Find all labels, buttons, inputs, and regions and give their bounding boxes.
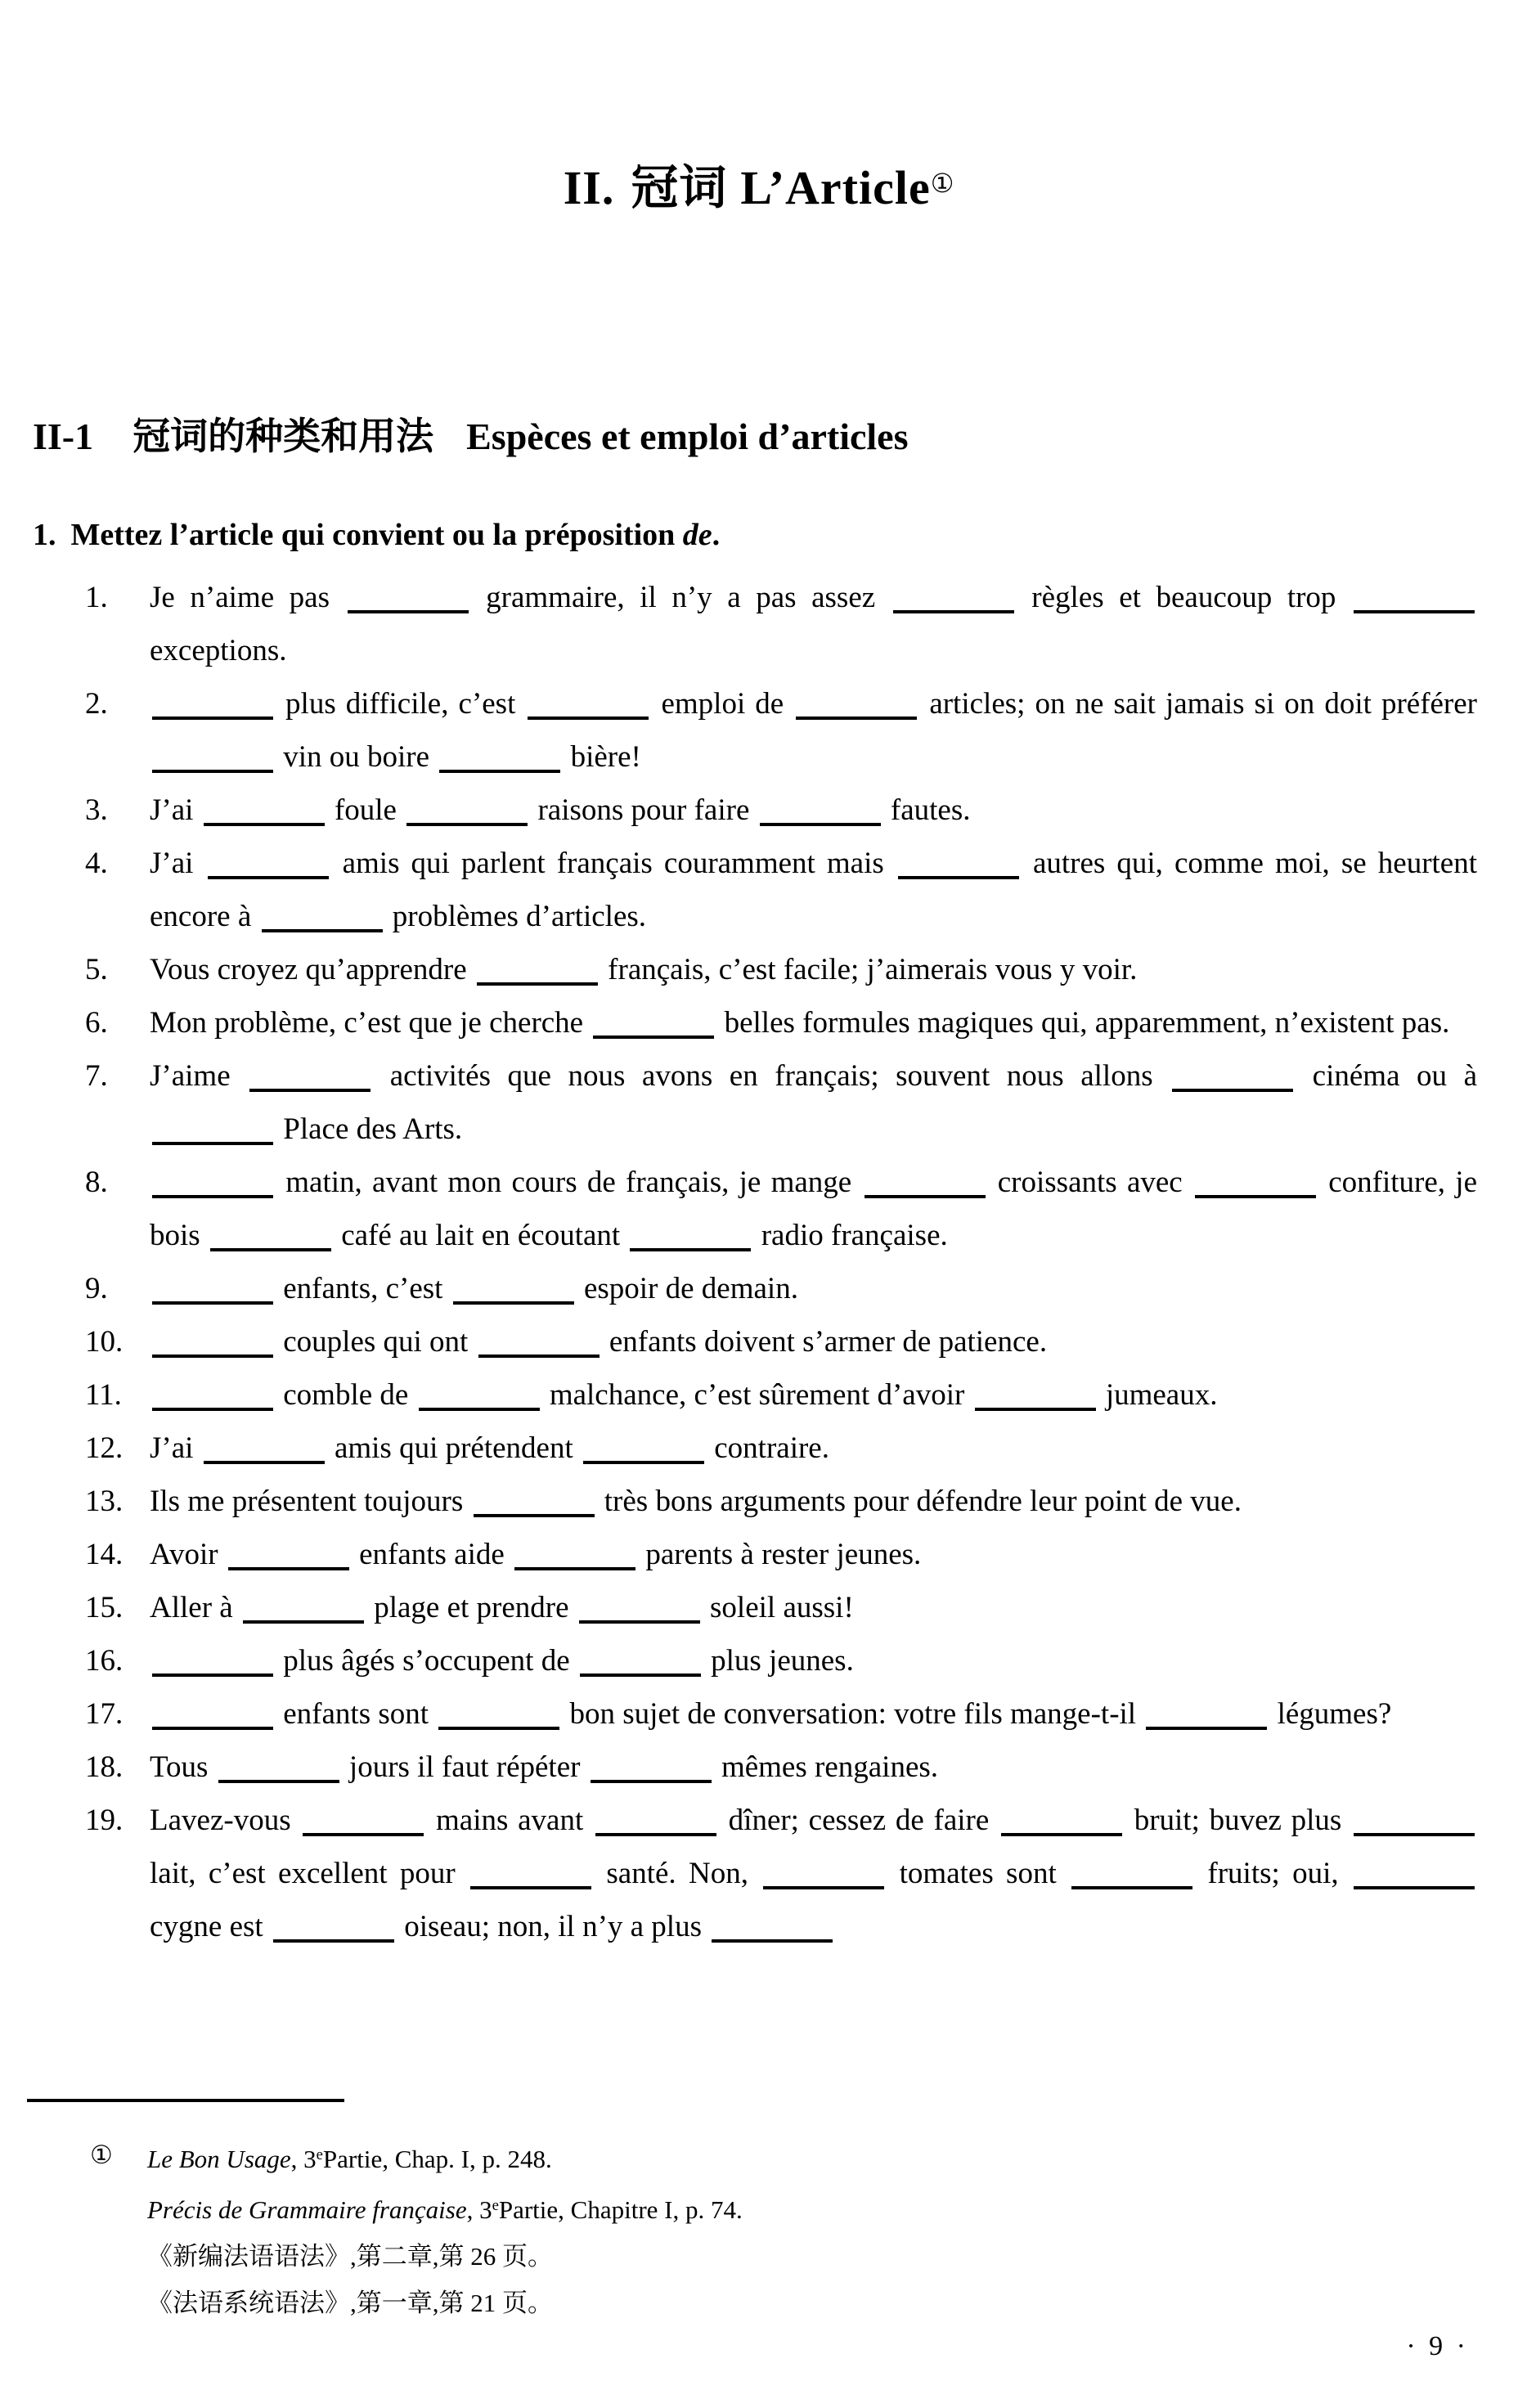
fill-in-blank	[1195, 1179, 1316, 1198]
chapter-title-french: L’Article	[740, 161, 931, 214]
fill-in-blank	[474, 1498, 595, 1517]
fill-in-blank	[438, 1710, 559, 1730]
fill-in-blank	[243, 1604, 364, 1624]
fill-in-blank	[152, 700, 273, 720]
fill-in-blank	[1172, 1072, 1293, 1092]
fill-in-blank	[1071, 1870, 1192, 1889]
fill-in-blank	[760, 806, 881, 826]
fill-in-blank	[204, 1444, 325, 1464]
exercise-instruction	[33, 517, 720, 553]
exercise-item: 12. J’ai amis qui prétendent contraire.	[0, 1422, 1477, 1475]
footnote-line	[0, 2280, 1227, 2326]
exercise-item: 5. Vous croyez qu’apprendre français, c’est facile; j’aimerais vous y voir.	[0, 943, 1477, 996]
fill-in-blank	[218, 1763, 339, 1783]
fill-in-blank	[630, 1232, 751, 1251]
instruction-emphasis: de	[682, 518, 712, 552]
item-number: 15.	[85, 1591, 124, 1624]
footnote-text: Le Bon Usage	[147, 2145, 291, 2173]
fill-in-blank	[1354, 594, 1475, 613]
fill-in-blank	[477, 966, 598, 986]
fill-in-blank	[898, 860, 1019, 879]
fill-in-blank	[593, 1019, 714, 1039]
item-number: 5.	[85, 953, 108, 986]
section-title-chinese: 冠词的种类和用法	[132, 416, 434, 457]
exercise-item: 18. Tous jours il faut répéter mêmes rengaines.	[0, 1741, 1477, 1794]
item-number: 17.	[85, 1697, 124, 1731]
fill-in-blank	[712, 1923, 833, 1943]
item-number: 16.	[85, 1644, 124, 1678]
item-number: 1.	[85, 581, 108, 614]
chapter-title-chinese: 冠词	[631, 161, 728, 214]
footnote-text: 《新编法语语法》,第二章,第 26 页。	[147, 2242, 553, 2271]
section-heading	[33, 407, 909, 460]
item-number: 8.	[85, 1166, 108, 1199]
exercise-item: 10. couples qui ont enfants doivent s’armer de patience.	[0, 1315, 1477, 1368]
exercise-item: 2. plus difficile, c’est emploi de articles; on ne sait jamais si on doit préférer vin ou boire bière!	[0, 677, 1477, 784]
item-number: 9.	[85, 1272, 108, 1305]
chapter-number: II.	[563, 161, 615, 214]
fill-in-blank	[152, 1125, 273, 1145]
fill-in-blank	[1354, 1817, 1475, 1836]
fill-in-blank	[865, 1179, 986, 1198]
exercise-item: 8. matin, avant mon cours de français, je mange croissants avec confiture, je bois café au lait en écoutant radio française.	[0, 1156, 1477, 1262]
fill-in-blank	[591, 1763, 712, 1783]
exercise-list	[0, 571, 1477, 1953]
exercise-item: 16. plus âgés s’occupent de plus jeunes.	[0, 1634, 1477, 1687]
exercise-number: 1.	[33, 518, 56, 552]
footnotes	[0, 2132, 1227, 2326]
item-number: 4.	[85, 847, 108, 880]
footnote-text: 《法语系统语法》,第一章,第 21 页。	[147, 2289, 553, 2317]
fill-in-blank	[796, 700, 917, 720]
exercise-item: 13. Ils me présentent toujours très bons arguments pour défendre leur point de vue.	[0, 1475, 1477, 1528]
fill-in-blank	[595, 1817, 716, 1836]
section-number: II-1	[33, 416, 94, 457]
fill-in-blank	[470, 1870, 591, 1889]
fill-in-blank	[152, 1710, 273, 1730]
fill-in-blank	[152, 1391, 273, 1411]
fill-in-blank	[514, 1551, 635, 1570]
fill-in-blank	[453, 1285, 574, 1305]
section-title-french: Espèces et emploi d’articles	[466, 416, 909, 457]
fill-in-blank	[580, 1657, 701, 1677]
fill-in-blank	[419, 1391, 540, 1411]
exercise-item: 11. comble de malchance, c’est sûrement d’avoir jumeaux.	[0, 1368, 1477, 1422]
fill-in-blank	[975, 1391, 1096, 1411]
footnote-text: Partie, Chapitre I, p. 74.	[498, 2195, 743, 2224]
instruction-period: .	[712, 518, 721, 552]
footnote-text: , 3	[290, 2145, 317, 2173]
footnote-divider	[27, 2099, 344, 2102]
fill-in-blank	[273, 1923, 394, 1943]
fill-in-blank	[1001, 1817, 1122, 1836]
footnote-text: e	[316, 2146, 323, 2163]
footnote-marker: ①	[90, 2141, 113, 2169]
fill-in-blank	[1146, 1710, 1267, 1730]
footnote-text: , 3	[466, 2195, 492, 2224]
fill-in-blank	[583, 1444, 704, 1464]
item-number: 10.	[85, 1325, 124, 1359]
exercise-item: 6. Mon problème, c’est que je cherche belles formules magiques qui, apparemment, n’existent pas.	[0, 996, 1477, 1049]
fill-in-blank	[210, 1232, 331, 1251]
exercise-item: 17. enfants sont bon sujet de conversation: votre fils mange-t-il légumes?	[0, 1687, 1477, 1741]
exercise-item: 9. enfants, c’est espoir de demain.	[0, 1262, 1477, 1315]
footnote-text: Partie, Chap. I, p. 248.	[322, 2145, 552, 2173]
fill-in-blank	[152, 753, 273, 773]
fill-in-blank	[152, 1179, 273, 1198]
item-number: 2.	[85, 687, 108, 721]
fill-in-blank	[303, 1817, 424, 1836]
fill-in-blank	[478, 1338, 600, 1358]
exercise-item: 19. Lavez-vous mains avant dîner; cessez de faire bruit; buvez plus lait, c’est excellent pour santé. Non, tomates sont fruits; oui, cygne est oiseau; non, il n’y a plus	[0, 1794, 1477, 1953]
fill-in-blank	[893, 594, 1014, 613]
footnote-text: Précis de Grammaire française	[147, 2195, 467, 2224]
fill-in-blank	[348, 594, 469, 613]
fill-in-blank	[528, 700, 649, 720]
item-number: 18.	[85, 1750, 124, 1784]
item-number: 7.	[85, 1059, 108, 1093]
fill-in-blank	[228, 1551, 349, 1570]
footnote-line	[0, 2233, 1227, 2280]
page-number: · 9 ·	[1406, 2331, 1469, 2361]
footnote-line	[0, 2182, 1227, 2233]
fill-in-blank	[406, 806, 528, 826]
footnote-line	[0, 2132, 1227, 2182]
item-number: 19.	[85, 1804, 124, 1837]
item-number: 6.	[85, 1006, 108, 1040]
fill-in-blank	[763, 1870, 884, 1889]
fill-in-blank	[579, 1604, 700, 1624]
item-number: 14.	[85, 1538, 124, 1571]
exercise-item: 1. Je n’aime pas grammaire, il n’y a pas assez règles et beaucoup trop exceptions.	[0, 571, 1477, 677]
fill-in-blank	[262, 913, 383, 932]
exercise-item: 14. Avoir enfants aide parents à rester jeunes.	[0, 1528, 1477, 1581]
footnote-reference-mark: ①	[930, 169, 955, 198]
fill-in-blank	[1354, 1870, 1475, 1889]
fill-in-blank	[152, 1338, 273, 1358]
fill-in-blank	[204, 806, 325, 826]
fill-in-blank	[152, 1285, 273, 1305]
chapter-title	[0, 149, 1518, 218]
fill-in-blank	[439, 753, 560, 773]
fill-in-blank	[249, 1072, 371, 1092]
fill-in-blank	[152, 1657, 273, 1677]
item-number: 13.	[85, 1485, 124, 1518]
exercise-item: 7. J’aime activités que nous avons en français; souvent nous allons cinéma ou à Place des Arts.	[0, 1049, 1477, 1156]
fill-in-blank	[208, 860, 329, 879]
footnote-text: e	[492, 2197, 499, 2214]
exercise-item: 15. Aller à plage et prendre soleil aussi!	[0, 1581, 1477, 1634]
exercise-item: 3. J’ai foule raisons pour faire fautes.	[0, 784, 1477, 837]
exercise-item: 4. J’ai amis qui parlent français couramment mais autres qui, comme moi, se heurtent encore à problèmes d’articles.	[0, 837, 1477, 943]
item-number: 3.	[85, 793, 108, 827]
item-number: 11.	[85, 1378, 122, 1412]
instruction-text: Mettez l’article qui convient ou la préposition	[70, 518, 683, 552]
item-number: 12.	[85, 1431, 124, 1465]
